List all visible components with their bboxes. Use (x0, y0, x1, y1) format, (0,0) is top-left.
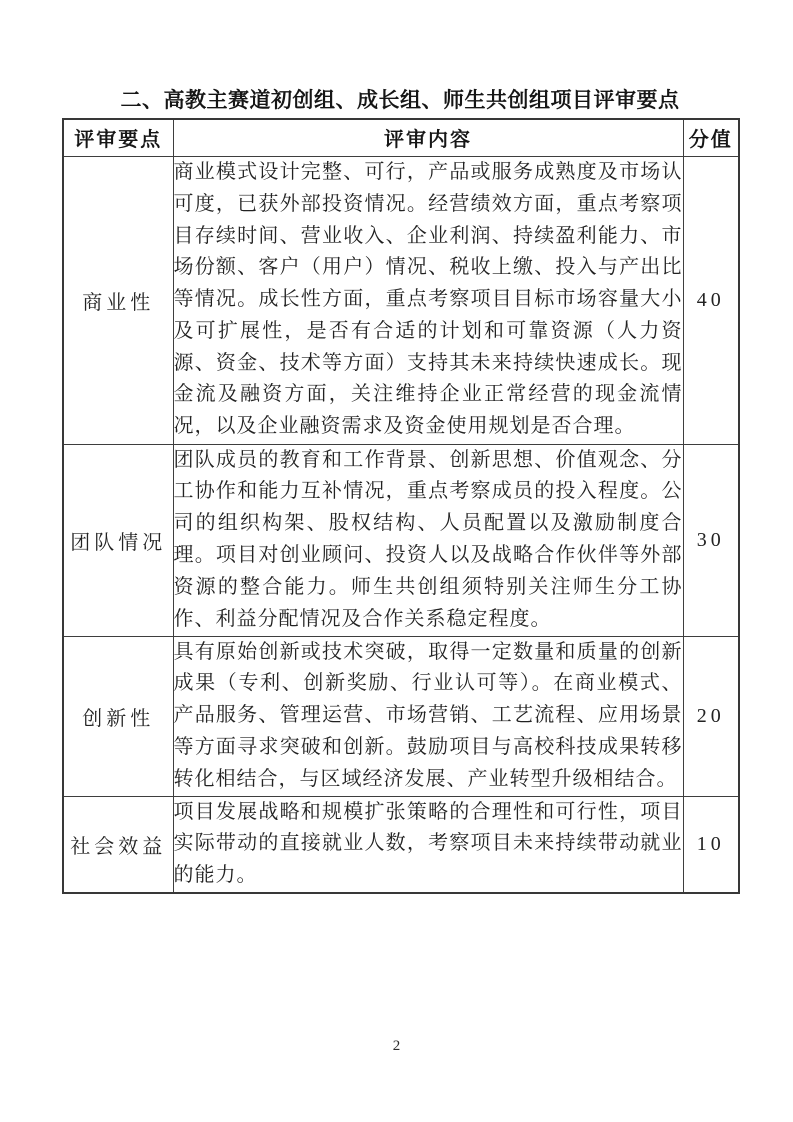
page-number: 2 (392, 1038, 401, 1054)
table-row (63, 636, 739, 796)
criterion-cell: 社会效益 (63, 796, 173, 893)
criterion-cell: 团队情况 (63, 444, 173, 636)
score-cell: 10 (683, 796, 739, 893)
score-cell: 30 (683, 444, 739, 636)
content-cell: 具有原始创新或技术突破，取得一定数量和质量的创新成果（专利、创新奖励、行业认可等）。在商业模式、产品服务、管理运营、市场营销、工艺流程、应用场景等方面寻求突破和创新。鼓励项目与高校科技成果转移转化相结合，与区域经济发展、产业转型升级相结合。 (173, 636, 683, 796)
table-header-row (63, 119, 739, 156)
table-row (63, 796, 739, 893)
column-header-content: 评审内容 (173, 119, 683, 156)
score-cell: 20 (683, 636, 739, 796)
criterion-cell: 创新性 (63, 636, 173, 796)
criterion-cell: 商业性 (63, 156, 173, 444)
review-criteria-table (62, 118, 740, 894)
content-cell: 团队成员的教育和工作背景、创新思想、价值观念、分工协作和能力互补情况，重点考察成员的投入程度。公司的组织构架、股权结构、人员配置以及激励制度合理。项目对创业顾问、投资人以及战略合作伙伴等外部资源的整合能力。师生共创组须特别关注师生分工协作、利益分配情况及合作关系稳定程度。 (173, 444, 683, 636)
table-row (63, 444, 739, 636)
column-header-criterion: 评审要点 (63, 119, 173, 156)
page-title: 二、高教主赛道初创组、成长组、师生共创组项目评审要点 (120, 89, 680, 112)
table-row (63, 156, 739, 444)
column-header-score: 分值 (683, 119, 739, 156)
content-cell: 项目发展战略和规模扩张策略的合理性和可行性，项目实际带动的直接就业人数，考察项目未来持续带动就业的能力。 (173, 796, 683, 893)
content-cell: 商业模式设计完整、可行，产品或服务成熟度及市场认可度，已获外部投资情况。经营绩效方面，重点考察项目存续时间、营业收入、企业利润、持续盈利能力、市场份额、客户（用户）情况、税收上缴、投入与产出比等情况。成长性方面，重点考察项目目标市场容量大小及可扩展性，是否有合适的计划和可靠资源（人力资源、资金、技术等方面）支持其未来持续快速成长。现金流及融资方面，关注维持企业正常经营的现金流情况，以及企业融资需求及资金使用规划是否合理。 (173, 156, 683, 444)
score-cell: 40 (683, 156, 739, 444)
